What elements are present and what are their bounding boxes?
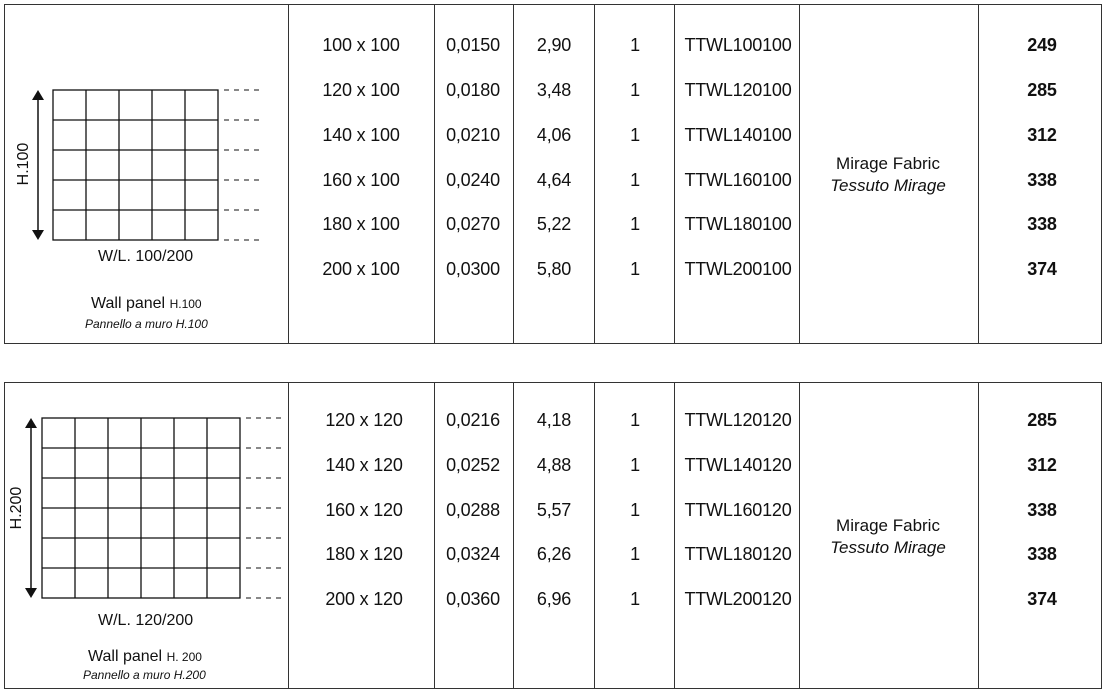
price-table-h200 (4, 382, 1102, 689)
price-cell: 312 (1027, 125, 1057, 145)
column-divider (978, 5, 979, 343)
code-cell: TTWL120100 (684, 80, 792, 100)
price-cell: 338 (1027, 214, 1057, 234)
column-divider (288, 5, 289, 343)
code-cell: TTWL200100 (684, 259, 792, 279)
weight-cell: 5,22 (536, 214, 572, 234)
material-name-italian: Tessuto Mirage (830, 538, 946, 557)
width-label: W/L. 120/200 (98, 612, 194, 629)
volume-cell: 0,0360 (446, 589, 500, 609)
column-divider (799, 383, 800, 688)
height-dimension-arrow (32, 90, 44, 240)
column-divider (513, 5, 514, 343)
code-cell: TTWL140100 (684, 125, 792, 145)
extension-dashes (224, 90, 260, 240)
volume-cell: 0,0324 (446, 544, 500, 564)
size-cell: 120 x 100 (322, 80, 400, 100)
material-label (830, 515, 946, 559)
size-cell: 160 x 120 (325, 500, 403, 520)
material-label (830, 153, 946, 197)
qty-cell: 1 (630, 455, 640, 475)
price-cell: 338 (1027, 170, 1057, 190)
material-name: Mirage Fabric (836, 154, 940, 173)
size-cell: 140 x 120 (325, 455, 403, 475)
weight-cell: 6,96 (536, 589, 572, 609)
weight-cell: 4,06 (536, 125, 572, 145)
volume-cell: 0,0240 (446, 170, 500, 190)
wall-panel-diagram (5, 5, 288, 343)
volume-cell: 0,0180 (446, 80, 500, 100)
weight-cell: 2,90 (536, 35, 572, 55)
volume-cell: 0,0150 (446, 35, 500, 55)
code-cell: TTWL160120 (684, 500, 792, 520)
column-divider (434, 5, 435, 343)
size-cell: 140 x 100 (322, 125, 400, 145)
column-divider (674, 5, 675, 343)
column-divider (434, 383, 435, 688)
weight-cell: 4,64 (536, 170, 572, 190)
panel-outline (53, 90, 218, 240)
volume-cell: 0,0270 (446, 214, 500, 234)
price-cell: 249 (1027, 35, 1057, 55)
width-label: W/L. 100/200 (98, 248, 194, 265)
column-divider (799, 5, 800, 343)
qty-cell: 1 (630, 35, 640, 55)
height-label: H.100 (15, 142, 32, 186)
column-divider (674, 383, 675, 688)
column-divider (594, 5, 595, 343)
qty-cell: 1 (630, 170, 640, 190)
weight-cell: 4,18 (536, 410, 572, 430)
product-name-italian: Pannello a muro H.100 (85, 317, 208, 331)
qty-cell: 1 (630, 259, 640, 279)
qty-cell: 1 (630, 589, 640, 609)
price-cell: 285 (1027, 410, 1057, 430)
code-cell: TTWL200120 (684, 589, 792, 609)
size-cell: 200 x 100 (322, 259, 400, 279)
qty-cell: 1 (630, 500, 640, 520)
weight-cell: 3,48 (536, 80, 572, 100)
column-divider (594, 383, 595, 688)
panel-grid (53, 90, 218, 240)
price-cell: 374 (1027, 589, 1057, 609)
volume-cell: 0,0216 (446, 410, 500, 430)
size-cell: 200 x 120 (325, 589, 403, 609)
extension-dashes (246, 418, 282, 598)
weight-cell: 5,80 (536, 259, 572, 279)
price-cell: 338 (1027, 544, 1057, 564)
wall-panel-diagram (5, 383, 288, 688)
product-name: Wall panel H. 200 (88, 648, 202, 665)
size-cell: 180 x 100 (322, 214, 400, 234)
height-label: H.200 (8, 486, 25, 530)
size-cell: 100 x 100 (322, 35, 400, 55)
column-divider (978, 383, 979, 688)
price-cell: 338 (1027, 500, 1057, 520)
column-divider (513, 383, 514, 688)
code-cell: TTWL180100 (684, 214, 792, 234)
column-divider (288, 383, 289, 688)
code-cell: TTWL120120 (684, 410, 792, 430)
product-name-italian: Pannello a muro H.200 (83, 668, 206, 682)
size-cell: 160 x 100 (322, 170, 400, 190)
code-cell: TTWL100100 (684, 35, 792, 55)
code-cell: TTWL180120 (684, 544, 792, 564)
material-name: Mirage Fabric (836, 516, 940, 535)
price-table-h100 (4, 4, 1102, 344)
size-cell: 120 x 120 (325, 410, 403, 430)
volume-cell: 0,0210 (446, 125, 500, 145)
price-cell: 312 (1027, 455, 1057, 475)
qty-cell: 1 (630, 410, 640, 430)
height-dimension-arrow (25, 418, 37, 598)
material-name-italian: Tessuto Mirage (830, 176, 946, 195)
volume-cell: 0,0300 (446, 259, 500, 279)
volume-cell: 0,0252 (446, 455, 500, 475)
price-cell: 285 (1027, 80, 1057, 100)
weight-cell: 5,57 (536, 500, 572, 520)
qty-cell: 1 (630, 80, 640, 100)
qty-cell: 1 (630, 544, 640, 564)
size-cell: 180 x 120 (325, 544, 403, 564)
qty-cell: 1 (630, 125, 640, 145)
panel-grid (42, 418, 240, 598)
volume-cell: 0,0288 (446, 500, 500, 520)
code-cell: TTWL160100 (684, 170, 792, 190)
qty-cell: 1 (630, 214, 640, 234)
weight-cell: 4,88 (536, 455, 572, 475)
code-cell: TTWL140120 (684, 455, 792, 475)
weight-cell: 6,26 (536, 544, 572, 564)
price-cell: 374 (1027, 259, 1057, 279)
product-name: Wall panel H.100 (91, 295, 202, 312)
